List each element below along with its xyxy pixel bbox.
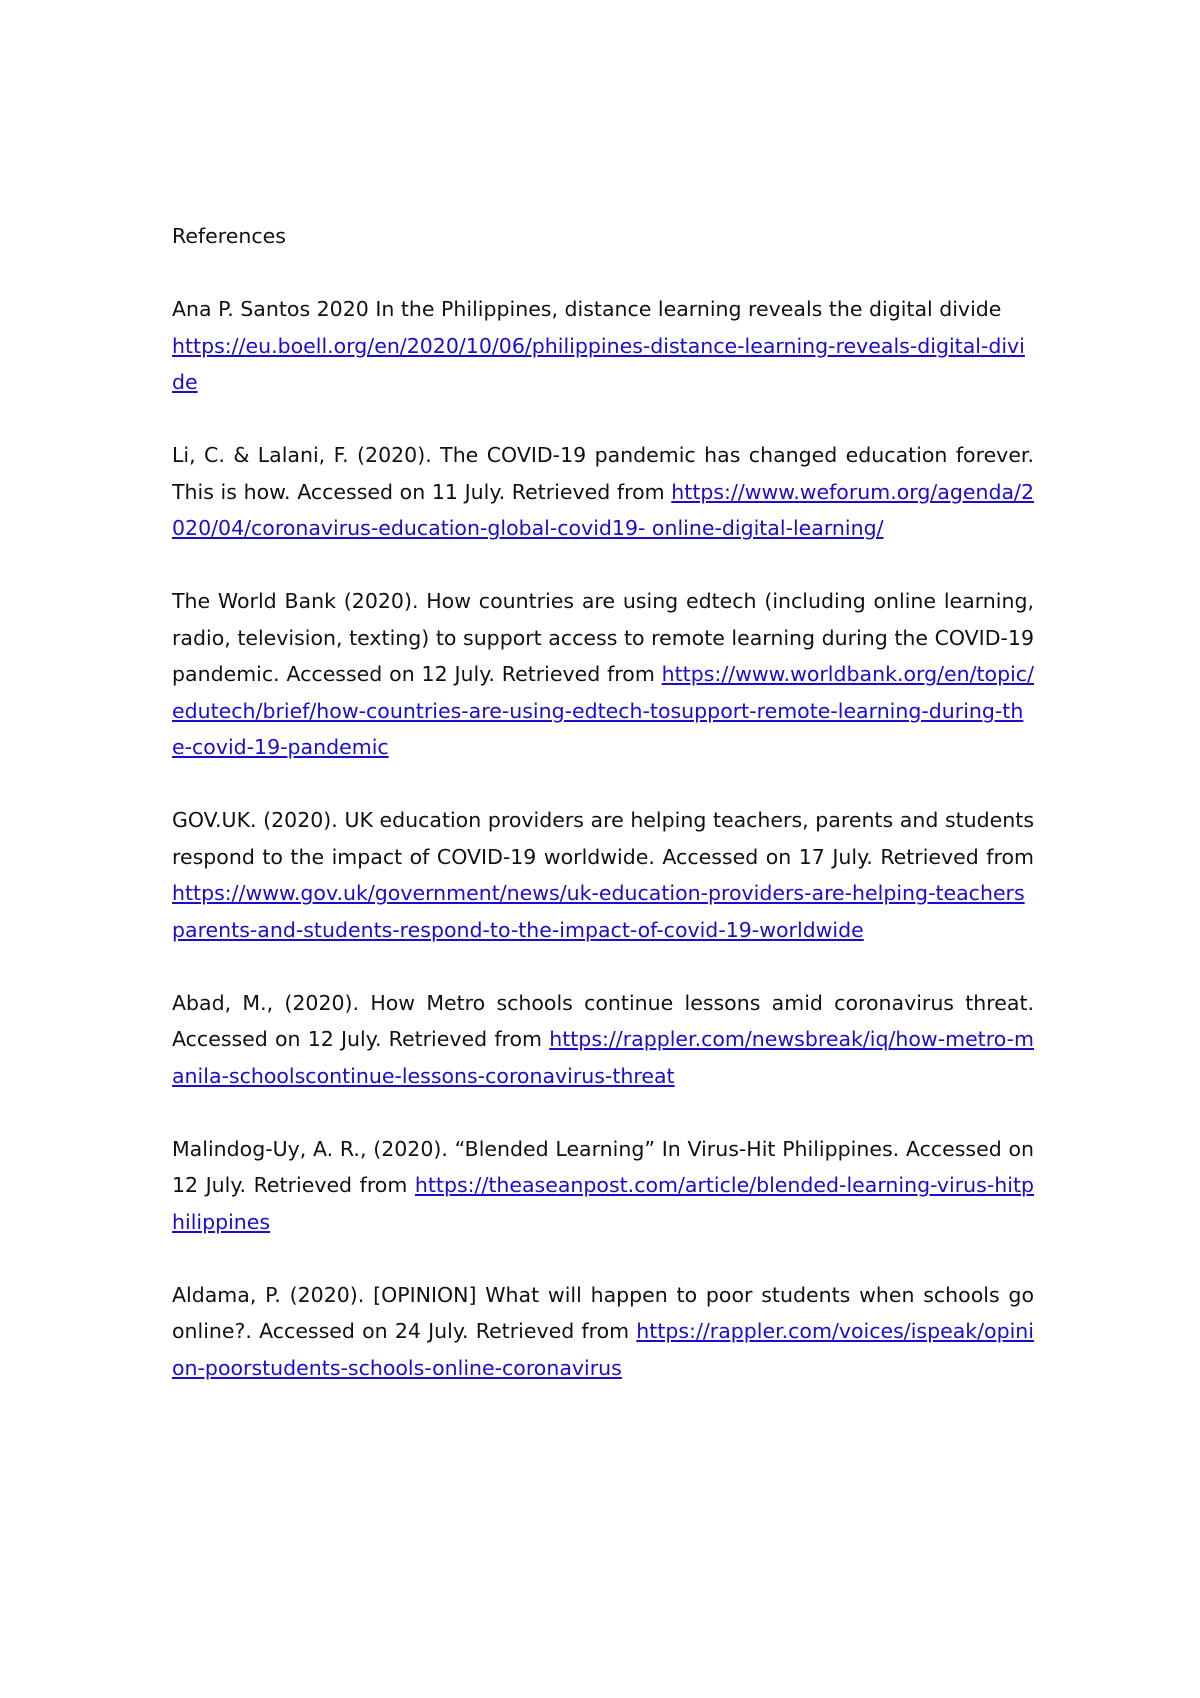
- reference-text: Li, C. & Lalani, F. (2020). The COVID-19 pandemic has changed education forever. This is how. Accessed on 11 July. Retrieved from: [172, 443, 1034, 504]
- reference-link[interactable]: https://www.gov.uk/government/news/uk-education-providers-are-helping-teachersparents-and-students-respond-to-the-impact-of-covid-19-worldwide: [172, 881, 1025, 942]
- reference-link[interactable]: https://www.worldbank.org/en/topic/edutech/brief/how-countries-are-using-edtech-tosupport-remote-learning-during-the-covid-19-pandemic: [172, 662, 1034, 759]
- reference-entry: [172, 985, 1034, 1095]
- reference-link[interactable]: https://rappler.com/newsbreak/iq/how-metro-manila-schoolscontinue-lessons-coronavirus-threat: [172, 1027, 1034, 1088]
- reference-link[interactable]: https://www.weforum.org/agenda/2020/04/coronavirus-education-global-covid19- online-digital-learning/: [172, 479, 1034, 540]
- reference-text: Abad, M., (2020). How Metro schools continue lessons amid coronavirus threat. Accessed on 12 July. Retrieved from: [172, 990, 1034, 1051]
- reference-text: GOV.UK. (2020). UK education providers are helping teachers, parents and students respond to the impact of COVID-19 worldwide. Accessed on 17 July. Retrieved from: [172, 808, 1034, 869]
- reference-entry: [172, 583, 1034, 766]
- reference-text: Ana P. Santos 2020 In the Philippines, distance learning reveals the digital divide: [172, 297, 1002, 321]
- reference-entry: [172, 802, 1034, 948]
- reference-text: Aldama, P. (2020). [OPINION] What will happen to poor students when schools go online?. Accessed on 24 July. Retrieved from: [172, 1282, 1034, 1343]
- reference-entry: [172, 291, 1034, 401]
- reference-entry: [172, 1277, 1034, 1387]
- reference-text: The World Bank (2020). How countries are using edtech (including online learning, radio, television, texting) to support access to remote learning during the COVID-19 pandemic. Accessed on 12 July. Retrieved from: [172, 589, 1034, 686]
- reference-link[interactable]: https://eu.boell.org/en/2020/10/06/philippines-distance-learning-reveals-digital-divide: [172, 333, 1025, 394]
- reference-entry: [172, 1131, 1034, 1241]
- reference-link[interactable]: https://rappler.com/voices/ispeak/opinion-poorstudents-schools-online-coronavirus: [172, 1319, 1034, 1380]
- references-heading: References: [172, 224, 286, 248]
- document-page: [172, 218, 1034, 1423]
- reference-entry: [172, 437, 1034, 547]
- reference-link[interactable]: https://theaseanpost.com/article/blended-learning-virus-hitphilippines: [172, 1173, 1034, 1234]
- reference-text: Malindog-Uy, A. R., (2020). “Blended Learning” In Virus-Hit Philippines. Accessed on 12 July. Retrieved from: [172, 1136, 1034, 1197]
